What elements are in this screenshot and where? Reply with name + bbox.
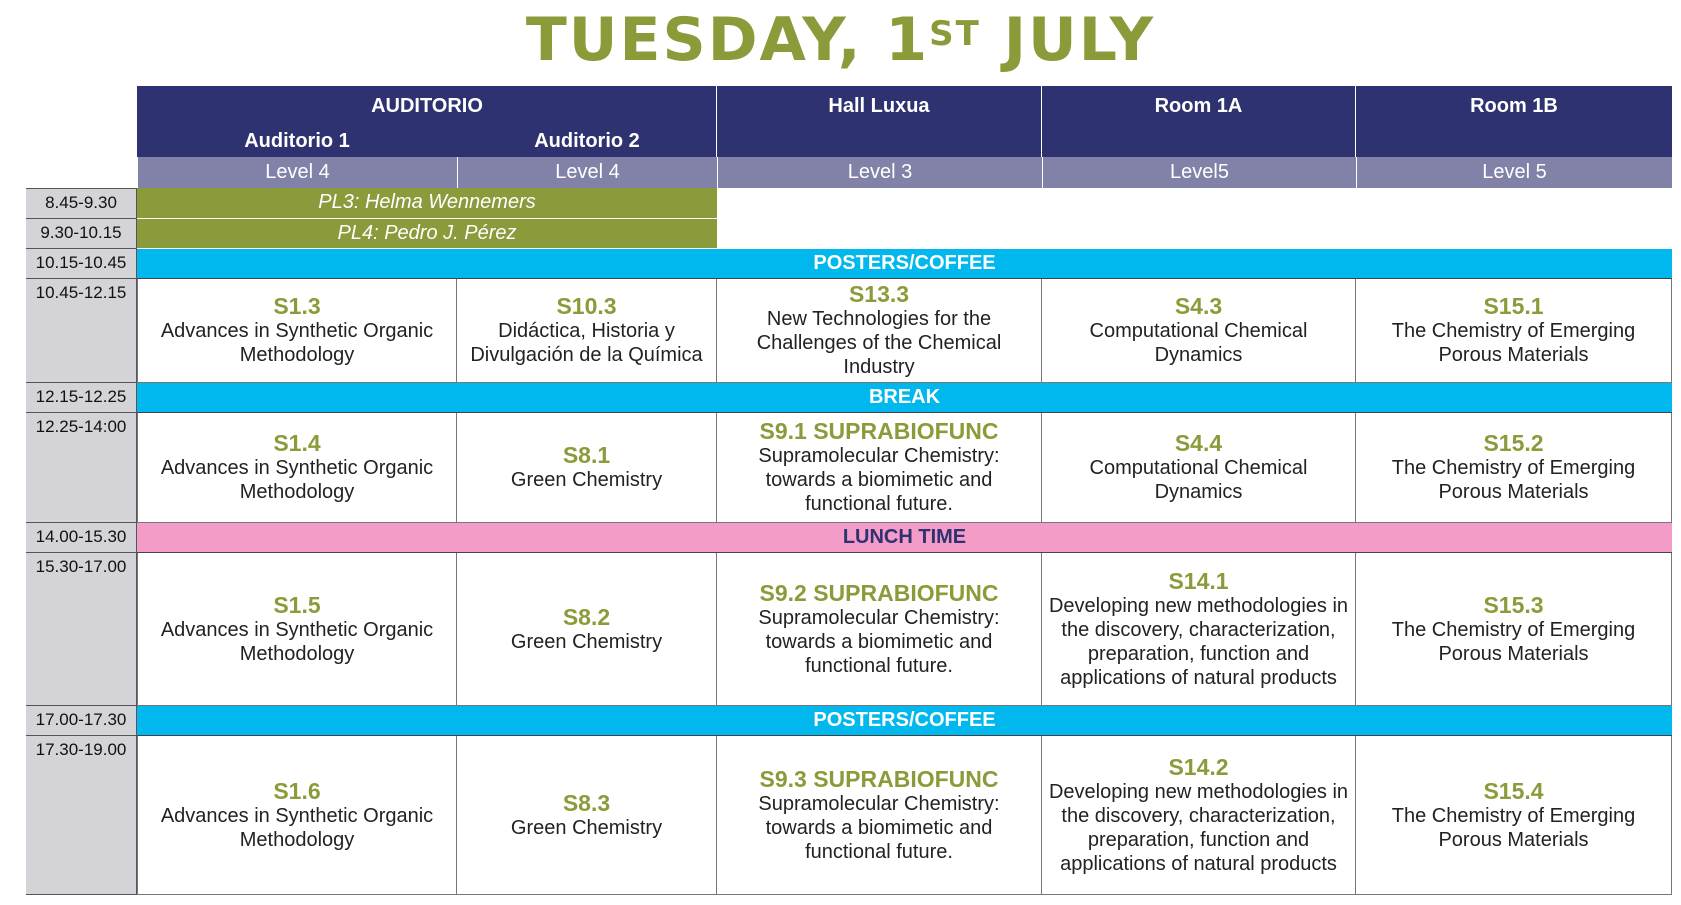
plenary-pl3: PL3: Helma Wennemers — [137, 188, 717, 219]
session-code: S9.3 SUPRABIOFUNC — [759, 765, 999, 792]
venue-auditorio-header — [137, 86, 717, 157]
session-cell — [137, 553, 457, 706]
level-auditorio-1: Level 4 — [137, 157, 457, 188]
title-day: TUESDAY, 1 — [525, 5, 930, 75]
level-auditorio-2: Level 4 — [457, 157, 717, 188]
time-slot: 12.15-12.25 — [26, 383, 137, 413]
plenary-pl4: PL4: Pedro J. Pérez — [137, 219, 717, 249]
session-cell — [1042, 279, 1356, 383]
session-cell — [717, 279, 1042, 383]
session-code: S15.4 — [1483, 777, 1544, 804]
session-cell — [457, 553, 717, 706]
band-lunch-time: LUNCH TIME — [137, 523, 1672, 553]
session-code: S9.1 SUPRABIOFUNC — [759, 418, 999, 444]
session-title: Advances in Synthetic Organic Methodology — [160, 320, 434, 366]
band-posters-coffee: POSTERS/COFFEE — [137, 249, 1672, 279]
session-cell — [137, 736, 457, 895]
session-code: S8.3 — [562, 789, 611, 816]
session-title: New Technologies for the Challenges of the Chemical Industry — [756, 308, 1002, 378]
session-code: S4.4 — [1174, 430, 1223, 456]
session-code: S9.2 SUPRABIOFUNC — [759, 579, 999, 606]
session-title: Advances in Synthetic Organic Methodology — [160, 457, 434, 503]
time-slot: 10.15-10.45 — [26, 249, 137, 279]
level-hall-luxua: Level 3 — [717, 157, 1042, 188]
session-title: Supramolecular Chemistry: towards a biomimetic and functional future. — [758, 445, 1000, 515]
time-slot: 10.45-12.15 — [26, 279, 137, 383]
session-cell — [1042, 413, 1356, 523]
time-slot: 9.30-10.15 — [26, 219, 137, 249]
session-code: S8.1 — [562, 442, 611, 468]
session-code: S1.5 — [273, 591, 321, 618]
session-code: S14.1 — [1168, 567, 1229, 594]
time-slot: 15.30-17.00 — [26, 553, 137, 706]
session-code: S13.3 — [848, 281, 910, 307]
level-room-1a: Level5 — [1042, 157, 1356, 188]
venue-auditorio-2: Auditorio 2 — [534, 130, 640, 152]
venue-hall-luxua: Hall Luxua — [717, 86, 1042, 157]
venue-room-1a: Room 1A — [1042, 86, 1356, 157]
session-cell — [717, 736, 1042, 895]
time-slot: 17.00-17.30 — [26, 706, 137, 736]
session-cell — [137, 279, 457, 383]
session-code: S1.3 — [273, 293, 321, 319]
time-slot: 14.00-15.30 — [26, 523, 137, 553]
session-title: Developing new methodologies in the discovery, characterization, preparation, function and applications of natural products — [1048, 780, 1349, 875]
session-cell — [1356, 553, 1672, 706]
session-cell — [1042, 553, 1356, 706]
session-cell — [1042, 736, 1356, 895]
session-title: Green Chemistry — [510, 469, 663, 491]
session-title: Green Chemistry — [510, 630, 663, 653]
band-break: BREAK — [137, 383, 1672, 413]
session-title: Supramolecular Chemistry: towards a biomimetic and functional future. — [758, 606, 1000, 677]
session-cell — [457, 736, 717, 895]
title-ordinal: ST — [929, 14, 981, 54]
session-cell — [457, 413, 717, 523]
session-cell — [1356, 279, 1672, 383]
time-slot: 17.30-19.00 — [26, 736, 137, 895]
session-title: Green Chemistry — [510, 816, 663, 839]
session-title: The Chemistry of Emerging Porous Materials — [1391, 320, 1636, 366]
session-code: S8.2 — [562, 603, 611, 630]
venue-auditorio: AUDITORIO — [371, 95, 483, 117]
session-title: Computational Chemical Dynamics — [1089, 457, 1308, 503]
session-title: Developing new methodologies in the discovery, characterization, preparation, function and applications of natural products — [1048, 594, 1349, 689]
session-cell — [1356, 736, 1672, 895]
session-title: Advances in Synthetic Organic Methodology — [160, 618, 434, 665]
session-code: S15.1 — [1483, 293, 1544, 319]
session-cell — [1356, 413, 1672, 523]
page-title — [0, 2, 1681, 78]
level-room-1b: Level 5 — [1356, 157, 1672, 188]
session-title: The Chemistry of Emerging Porous Materials — [1391, 618, 1636, 665]
band-posters-coffee: POSTERS/COFFEE — [137, 706, 1672, 736]
session-title: Supramolecular Chemistry: towards a biomimetic and functional future. — [758, 792, 1000, 863]
session-title: Computational Chemical Dynamics — [1089, 320, 1308, 366]
session-cell — [717, 553, 1042, 706]
session-code: S14.2 — [1168, 753, 1229, 780]
venue-room-1b: Room 1B — [1356, 86, 1672, 157]
session-code: S15.3 — [1483, 591, 1544, 618]
session-title: The Chemistry of Emerging Porous Materials — [1391, 457, 1636, 503]
session-code: S10.3 — [556, 293, 617, 319]
venue-auditorio-1: Auditorio 1 — [244, 130, 350, 152]
session-cell — [137, 413, 457, 523]
session-code: S1.6 — [273, 777, 321, 804]
session-code: S1.4 — [273, 430, 321, 456]
title-month: JULY — [1003, 5, 1156, 75]
session-cell — [457, 279, 717, 383]
time-slot: 12.25-14:00 — [26, 413, 137, 523]
session-code: S4.3 — [1174, 293, 1223, 319]
session-title: Advances in Synthetic Organic Methodology — [160, 804, 434, 851]
session-title: Didáctica, Historia y Divulgación de la Química — [470, 320, 703, 366]
session-cell — [717, 413, 1042, 523]
time-slot: 8.45-9.30 — [26, 188, 137, 219]
session-code: S15.2 — [1483, 430, 1544, 456]
session-title: The Chemistry of Emerging Porous Materials — [1391, 804, 1636, 851]
